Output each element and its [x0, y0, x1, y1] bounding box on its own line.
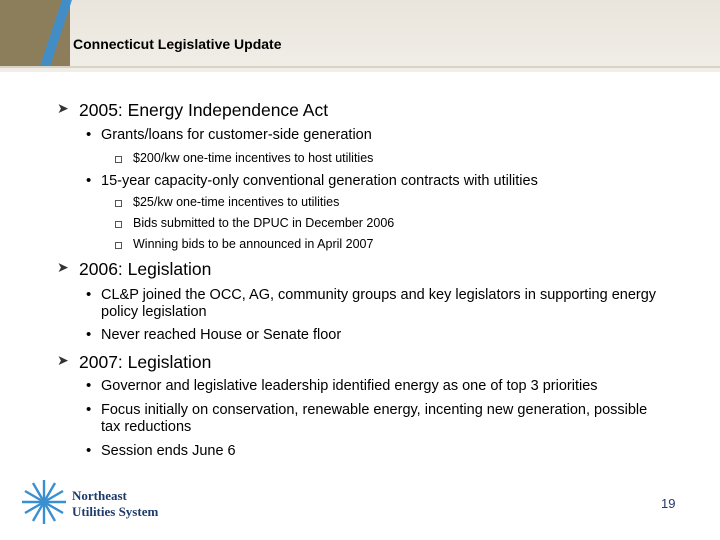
sub-sub-bullet-text: $200/kw one-time incentives to host utilities: [133, 151, 374, 165]
arrow-bullet-icon: ➤: [57, 259, 69, 275]
square-bullet-icon: [115, 200, 122, 207]
dot-bullet-icon: •: [86, 401, 92, 418]
logo-line-2: Utilities System: [72, 504, 159, 519]
sub-sub-bullet: [133, 195, 339, 209]
northeast-utilities-logo-icon: [20, 478, 68, 526]
bullet-text: 2007: Legislation: [79, 352, 212, 372]
sub-sub-bullet-text: $25/kw one-time incentives to utilities: [133, 195, 340, 209]
logo-text: [72, 488, 158, 520]
sub-bullet: [86, 126, 661, 144]
sub-sub-bullet: [133, 216, 394, 230]
sub-sub-bullet-text: Winning bids to be announced in April 2007: [133, 237, 374, 251]
square-bullet-icon: [115, 242, 122, 249]
slide-title: Connecticut Legislative Update: [73, 36, 282, 52]
sub-bullet-text: Grants/loans for customer-side generation: [101, 127, 372, 143]
sub-bullet: [86, 172, 661, 190]
logo-line-1: Northeast: [72, 488, 127, 503]
sub-bullet-text: Governor and legislative leadership identified energy as one of top 3 priorities: [101, 378, 598, 394]
sub-sub-bullet: [133, 151, 373, 165]
bullet-text: 2006: Legislation: [79, 259, 212, 279]
square-bullet-icon: [115, 156, 122, 163]
sub-bullet-text: Never reached House or Senate floor: [101, 327, 342, 343]
sub-bullet-text: CL&P joined the OCC, AG, community groups and key legislators in supporting energy policy legislation: [101, 287, 657, 320]
dot-bullet-icon: •: [86, 126, 92, 143]
sub-sub-bullet-text: Bids submitted to the DPUC in December 2006: [133, 216, 395, 230]
dot-bullet-icon: •: [86, 172, 92, 189]
sub-bullet-text: 15-year capacity-only conventional generation contracts with utilities: [101, 173, 538, 189]
dot-bullet-icon: •: [86, 377, 92, 394]
dot-bullet-icon: •: [86, 286, 92, 303]
square-bullet-icon: [115, 221, 122, 228]
bullet-section: [57, 352, 212, 373]
page-number: 19: [661, 496, 676, 511]
sub-bullet: [86, 442, 661, 460]
bullet-section: [57, 100, 329, 121]
bullet-text: 2005: Energy Independence Act: [79, 100, 329, 120]
sub-bullet: [86, 401, 661, 436]
dot-bullet-icon: •: [86, 442, 92, 459]
arrow-bullet-icon: ➤: [57, 100, 69, 116]
bullet-section: [57, 259, 212, 280]
sub-bullet-text: Session ends June 6: [101, 443, 236, 459]
sub-sub-bullet: [133, 237, 373, 251]
sub-bullet: [86, 326, 661, 344]
dot-bullet-icon: •: [86, 326, 92, 343]
sub-bullet: [86, 377, 661, 395]
sub-bullet-text: Focus initially on conservation, renewable energy, incenting new generation, possible tax reductions: [101, 402, 648, 435]
arrow-bullet-icon: ➤: [57, 352, 69, 368]
sub-bullet: [86, 286, 661, 321]
